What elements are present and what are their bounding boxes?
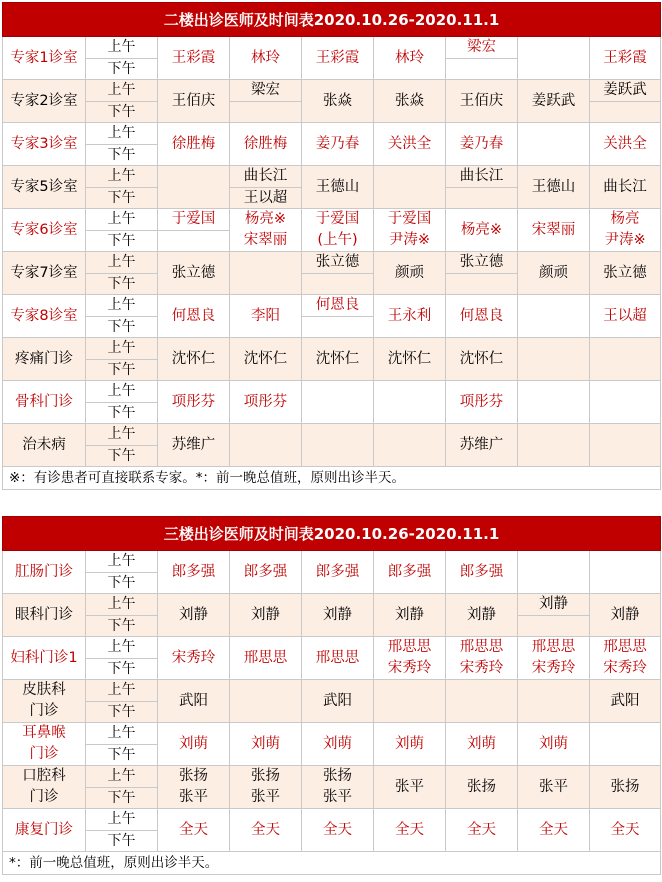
doctor-name: 宋秀玲 — [603, 660, 647, 676]
clinic-label — [3, 680, 86, 723]
doctor-cell: 张立德 — [590, 252, 661, 295]
clinic-label-line: 耳鼻喉 — [22, 725, 66, 741]
am-label: 上午 — [86, 723, 158, 745]
pm-label: 下午 — [86, 359, 158, 381]
doctor-cell: 苏维广 — [446, 424, 518, 467]
pm-label: 下午 — [86, 830, 158, 852]
table-gap — [0, 496, 662, 514]
clinic-label-line: 门诊 — [29, 789, 59, 805]
schedule-row-am — [3, 37, 661, 59]
doctor-cell: 沈怀仁 — [158, 338, 230, 381]
pm-label: 下午 — [86, 230, 158, 252]
clinic-label: 专家5诊室 — [3, 166, 86, 209]
schedule-row-am — [3, 809, 661, 831]
pm-label: 下午 — [86, 101, 158, 123]
doctor-cell-pm — [446, 58, 518, 80]
doctor-cell: 刘静 — [302, 594, 374, 637]
doctor-cell — [446, 637, 518, 680]
doctor-cell: 苏维广 — [158, 424, 230, 467]
title-row — [3, 517, 661, 551]
doctor-cell: 郎多强 — [230, 551, 302, 594]
am-label: 上午 — [86, 424, 158, 446]
doctor-cell-pm — [446, 273, 518, 295]
doctor-cell: 刘萌 — [230, 723, 302, 766]
doctor-cell: 姜跃武 — [518, 80, 590, 123]
second-floor-schedule-table — [2, 2, 661, 490]
doctor-cell: 刘萌 — [374, 723, 446, 766]
doctor-cell — [158, 166, 230, 209]
doctor-cell: 刘萌 — [158, 723, 230, 766]
doctor-name: 杨亮※ — [244, 211, 287, 227]
am-label: 上午 — [86, 123, 158, 145]
doctor-cell: 何恩良 — [158, 295, 230, 338]
doctor-cell — [446, 680, 518, 723]
doctor-cell: 刘静 — [230, 594, 302, 637]
pm-label: 下午 — [86, 787, 158, 809]
doctor-cell-am: 张立德 — [446, 252, 518, 274]
schedule-row-am — [3, 209, 661, 231]
clinic-label: 专家3诊室 — [3, 123, 86, 166]
doctor-cell: 王永利 — [374, 295, 446, 338]
pm-label: 下午 — [86, 572, 158, 594]
doctor-cell: 张扬 — [590, 766, 661, 809]
doctor-cell — [374, 680, 446, 723]
doctor-cell: 刘萌 — [518, 723, 590, 766]
clinic-label: 妇科门诊1 — [3, 637, 86, 680]
doctor-cell: 林玲 — [230, 37, 302, 80]
clinic-label: 骨科门诊 — [3, 381, 86, 424]
doctor-cell: 张平 — [374, 766, 446, 809]
doctor-cell — [374, 381, 446, 424]
doctor-cell — [590, 338, 661, 381]
schedule-row-am — [3, 338, 661, 360]
am-label: 上午 — [86, 252, 158, 274]
doctor-cell: 全天 — [590, 809, 661, 852]
doctor-cell — [158, 766, 230, 809]
am-label: 上午 — [86, 338, 158, 360]
doctor-cell: 徐胜梅 — [230, 123, 302, 166]
doctor-cell: 王彩霞 — [590, 37, 661, 80]
doctor-cell: 沈怀仁 — [302, 338, 374, 381]
am-label: 上午 — [86, 637, 158, 659]
doctor-cell: 刘萌 — [302, 723, 374, 766]
am-label: 上午 — [86, 551, 158, 573]
pm-label: 下午 — [86, 744, 158, 766]
doctor-cell: 李阳 — [230, 295, 302, 338]
am-label: 上午 — [86, 680, 158, 702]
doctor-cell: 刘静 — [158, 594, 230, 637]
doctor-cell: 关洪全 — [590, 123, 661, 166]
pm-label: 下午 — [86, 615, 158, 637]
am-label: 上午 — [86, 209, 158, 231]
doctor-cell — [518, 551, 590, 594]
doctor-cell: 杨亮※ — [446, 209, 518, 252]
doctor-name: 杨亮 — [610, 211, 640, 227]
note-row — [3, 852, 661, 875]
doctor-cell: 武阳 — [590, 680, 661, 723]
doctor-name: 邢思思 — [459, 639, 504, 655]
doctor-cell: 王以超 — [590, 295, 661, 338]
doctor-cell — [518, 381, 590, 424]
doctor-cell — [374, 166, 446, 209]
schedule-row-am — [3, 166, 661, 188]
clinic-label — [3, 766, 86, 809]
doctor-name: 宋秀玲 — [387, 660, 432, 676]
doctor-cell — [590, 637, 661, 680]
doctor-cell: 宋翠丽 — [518, 209, 590, 252]
am-label: 上午 — [86, 381, 158, 403]
doctor-cell-am: 曲长江 — [230, 166, 302, 188]
doctor-cell: 姜乃春 — [302, 123, 374, 166]
pm-label: 下午 — [86, 273, 158, 295]
doctor-cell — [518, 338, 590, 381]
doctor-cell: 王彩霞 — [302, 37, 374, 80]
schedule-row-am — [3, 252, 661, 274]
pm-label: 下午 — [86, 58, 158, 80]
doctor-cell-pm — [590, 101, 661, 123]
am-label: 上午 — [86, 166, 158, 188]
doctor-name: 尹涛※ — [388, 232, 431, 248]
schedule-row-am — [3, 637, 661, 659]
doctor-cell — [230, 680, 302, 723]
doctor-cell — [518, 37, 590, 80]
doctor-name: 张扬 — [179, 768, 208, 784]
am-label: 上午 — [86, 809, 158, 831]
doctor-cell — [590, 209, 661, 252]
doctor-cell-pm — [518, 615, 590, 637]
doctor-cell-pm — [302, 273, 374, 295]
doctor-cell: 张立德 — [158, 252, 230, 295]
clinic-label: 专家2诊室 — [3, 80, 86, 123]
clinic-label-line: 门诊 — [29, 746, 59, 762]
doctor-cell — [590, 381, 661, 424]
doctor-name: 张平 — [251, 789, 280, 805]
doctor-cell — [302, 209, 374, 252]
schedule-row-am — [3, 80, 661, 102]
clinic-label — [3, 723, 86, 766]
doctor-cell-am: 梁宏 — [446, 37, 518, 59]
clinic-label: 专家1诊室 — [3, 37, 86, 80]
schedule-row-am — [3, 381, 661, 403]
doctor-cell — [518, 424, 590, 467]
doctor-cell: 沈怀仁 — [446, 338, 518, 381]
doctor-cell — [302, 424, 374, 467]
doctor-cell — [302, 766, 374, 809]
doctor-cell: 姜乃春 — [446, 123, 518, 166]
doctor-name: 宋翠丽 — [243, 232, 288, 248]
schedule-row-am — [3, 424, 661, 446]
doctor-cell: 王德山 — [518, 166, 590, 209]
schedule-row-am — [3, 551, 661, 573]
title-row — [3, 3, 661, 37]
doctor-cell: 沈怀仁 — [230, 338, 302, 381]
clinic-label: 治未病 — [3, 424, 86, 467]
doctor-cell — [590, 424, 661, 467]
am-label: 上午 — [86, 37, 158, 59]
schedule-row-am — [3, 680, 661, 702]
doctor-name: 邢思思 — [531, 639, 576, 655]
doctor-cell: 郎多强 — [374, 551, 446, 594]
doctor-name: 尹涛※ — [604, 232, 646, 248]
clinic-label: 疼痛门诊 — [3, 338, 86, 381]
doctor-cell — [302, 381, 374, 424]
pm-label: 下午 — [86, 445, 158, 467]
doctor-cell: 全天 — [518, 809, 590, 852]
doctor-cell — [230, 766, 302, 809]
clinic-label-line: 皮肤科 — [22, 682, 66, 698]
clinic-label: 康复门诊 — [3, 809, 86, 852]
doctor-cell: 刘萌 — [446, 723, 518, 766]
doctor-cell-am: 张立德 — [302, 252, 374, 274]
doctor-cell: 邢思思 — [230, 637, 302, 680]
doctor-cell: 武阳 — [302, 680, 374, 723]
doctor-cell-am: 梁宏 — [230, 80, 302, 102]
am-label: 上午 — [86, 295, 158, 317]
doctor-cell — [518, 637, 590, 680]
doctor-cell: 郎多强 — [446, 551, 518, 594]
doctor-cell: 刘静 — [374, 594, 446, 637]
doctor-cell-am: 何恩良 — [302, 295, 374, 317]
doctor-cell — [590, 551, 661, 594]
doctor-cell: 王德山 — [302, 166, 374, 209]
doctor-name: 宋秀玲 — [531, 660, 576, 676]
doctor-cell: 邢思思 — [302, 637, 374, 680]
doctor-cell — [590, 723, 661, 766]
doctor-cell — [518, 123, 590, 166]
doctor-cell-am: 姜跃武 — [590, 80, 661, 102]
schedule-row-am — [3, 295, 661, 317]
doctor-cell-pm: 王以超 — [230, 187, 302, 209]
doctor-cell: 全天 — [158, 809, 230, 852]
doctor-cell: 颜顽 — [374, 252, 446, 295]
schedule-row-am — [3, 594, 661, 616]
clinic-label: 专家6诊室 — [3, 209, 86, 252]
schedule-row-am — [3, 723, 661, 745]
clinic-label: 眼科门诊 — [3, 594, 86, 637]
doctor-cell: 徐胜梅 — [158, 123, 230, 166]
doctor-name: 张扬 — [323, 768, 352, 784]
table-title: 二楼出诊医师及时间表2020.10.26-2020.11.1 — [3, 3, 661, 37]
doctor-cell — [374, 637, 446, 680]
doctor-cell-pm — [446, 187, 518, 209]
doctor-cell: 全天 — [446, 809, 518, 852]
doctor-cell: 刘静 — [590, 594, 661, 637]
doctor-name: (上午) — [317, 232, 358, 248]
pm-label: 下午 — [86, 316, 158, 338]
doctor-cell: 林玲 — [374, 37, 446, 80]
doctor-cell: 全天 — [230, 809, 302, 852]
pm-label: 下午 — [86, 701, 158, 723]
doctor-name: 于爱国 — [387, 211, 432, 227]
doctor-name: 邢思思 — [603, 639, 647, 655]
doctor-cell — [518, 295, 590, 338]
doctor-cell: 颜顽 — [518, 252, 590, 295]
doctor-name: 邢思思 — [387, 639, 432, 655]
doctor-cell: 全天 — [374, 809, 446, 852]
table-note: ※：有诊患者可直接联系专家。*：前一晚总值班，原则出诊半天。 — [3, 467, 661, 490]
third-floor-schedule-table — [2, 516, 661, 875]
doctor-name: 张扬 — [251, 768, 280, 784]
doctor-cell-am: 刘静 — [518, 594, 590, 616]
clinic-label-line: 口腔科 — [22, 768, 66, 784]
doctor-cell: 项彤芬 — [446, 381, 518, 424]
doctor-cell: 何恩良 — [446, 295, 518, 338]
doctor-cell: 张平 — [518, 766, 590, 809]
am-label: 上午 — [86, 766, 158, 788]
table-title: 三楼出诊医师及时间表2020.10.26-2020.11.1 — [3, 517, 661, 551]
doctor-cell: 关洪全 — [374, 123, 446, 166]
clinic-label: 专家8诊室 — [3, 295, 86, 338]
am-label: 上午 — [86, 594, 158, 616]
doctor-cell: 王佰庆 — [158, 80, 230, 123]
doctor-cell — [518, 680, 590, 723]
doctor-cell-pm — [302, 316, 374, 338]
doctor-cell: 全天 — [302, 809, 374, 852]
doctor-cell — [374, 209, 446, 252]
doctor-cell: 王彩霞 — [158, 37, 230, 80]
doctor-cell: 宋秀玲 — [158, 637, 230, 680]
doctor-cell — [374, 424, 446, 467]
doctor-cell: 沈怀仁 — [374, 338, 446, 381]
pm-label: 下午 — [86, 402, 158, 424]
doctor-cell-pm — [158, 230, 230, 252]
doctor-cell: 武阳 — [158, 680, 230, 723]
doctor-cell: 张焱 — [302, 80, 374, 123]
doctor-name: 张平 — [179, 789, 208, 805]
pm-label: 下午 — [86, 658, 158, 680]
doctor-cell: 刘静 — [446, 594, 518, 637]
doctor-cell: 王佰庆 — [446, 80, 518, 123]
doctor-cell-pm — [230, 101, 302, 123]
clinic-label: 专家7诊室 — [3, 252, 86, 295]
doctor-cell: 项彤芬 — [158, 381, 230, 424]
doctor-cell — [230, 209, 302, 252]
schedule-row-am — [3, 766, 661, 788]
doctor-cell: 郎多强 — [158, 551, 230, 594]
doctor-name: 于爱国 — [315, 211, 360, 227]
schedule-row-am — [3, 123, 661, 145]
doctor-cell: 郎多强 — [302, 551, 374, 594]
note-row — [3, 467, 661, 490]
doctor-cell — [230, 252, 302, 295]
doctor-name: 张平 — [323, 789, 352, 805]
doctor-cell: 张焱 — [374, 80, 446, 123]
table-note: *：前一晚总值班，原则出诊半天。 — [3, 852, 661, 875]
am-label: 上午 — [86, 80, 158, 102]
doctor-cell-am: 曲长江 — [446, 166, 518, 188]
doctor-cell-am: 于爱国 — [158, 209, 230, 231]
doctor-cell: 曲长江 — [590, 166, 661, 209]
doctor-name: 宋秀玲 — [459, 660, 504, 676]
doctor-cell — [230, 424, 302, 467]
doctor-cell: 项彤芬 — [230, 381, 302, 424]
clinic-label: 肛肠门诊 — [3, 551, 86, 594]
clinic-label-line: 门诊 — [29, 703, 59, 719]
pm-label: 下午 — [86, 187, 158, 209]
pm-label: 下午 — [86, 144, 158, 166]
doctor-cell: 张扬 — [446, 766, 518, 809]
